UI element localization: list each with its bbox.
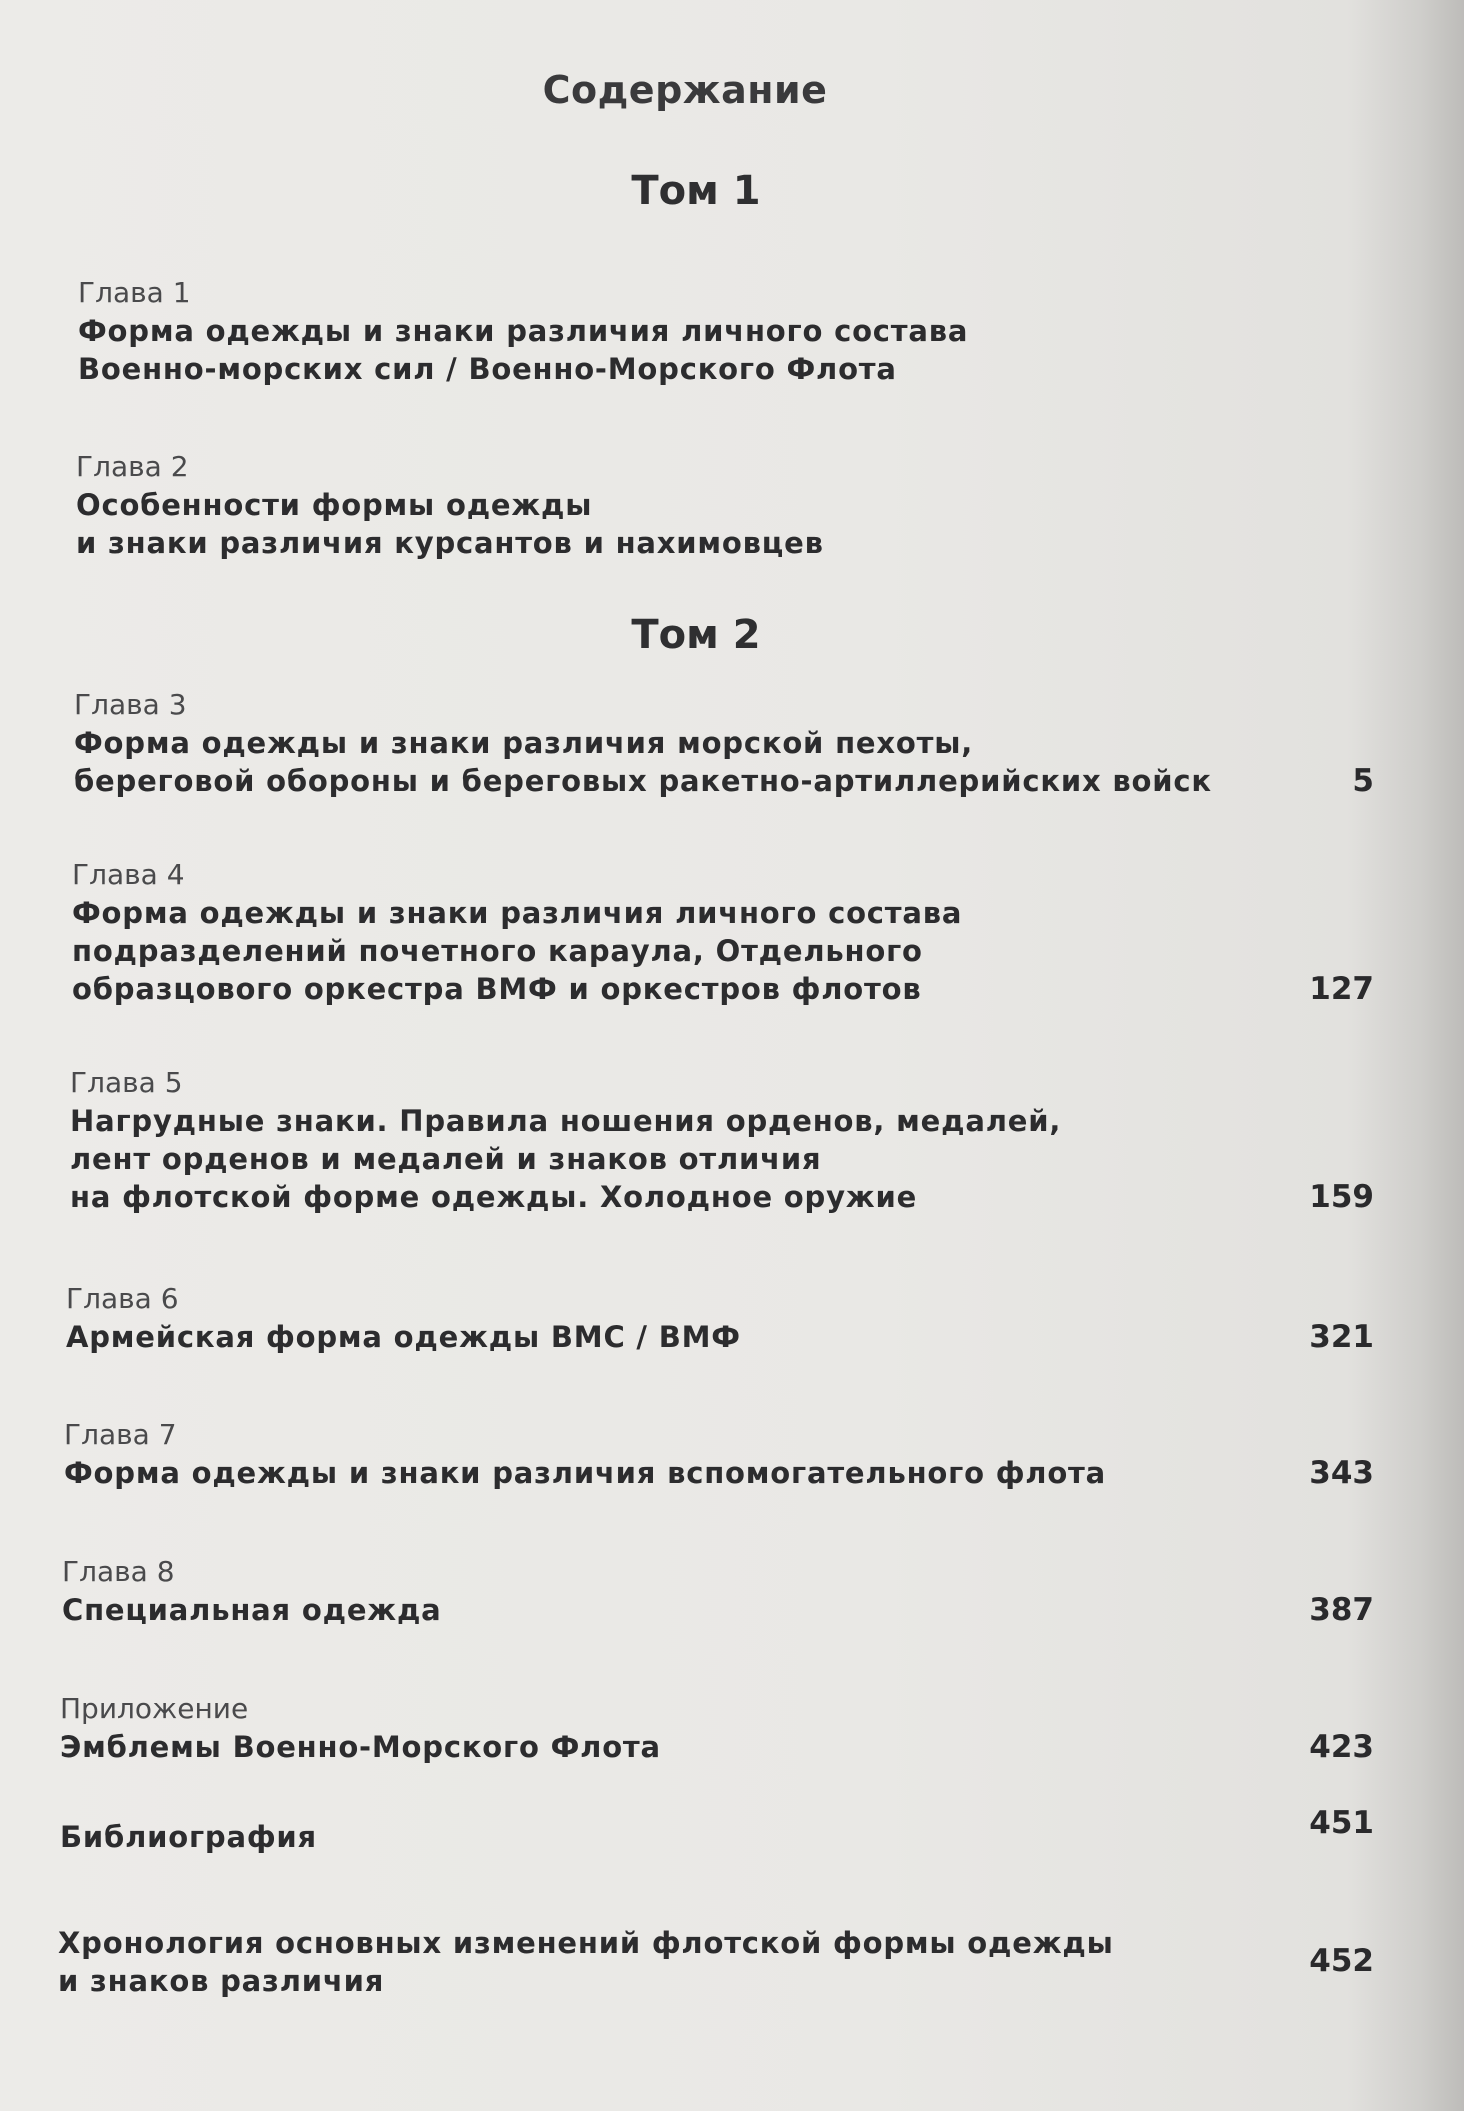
chapter-title-line: Форма одежды и знаки различия личного состава [72, 896, 963, 930]
volume-1-heading: Том 1 [631, 168, 761, 214]
chapter-label: Глава 5 [70, 1066, 183, 1099]
page-number: 159 [1309, 1179, 1374, 1215]
chapter-label: Глава 7 [64, 1418, 177, 1451]
toc-entry-chapter-1[interactable] [78, 274, 1374, 388]
page-number: 423 [1309, 1729, 1374, 1765]
toc-entry-chapter-5[interactable] [70, 1064, 1374, 1216]
appendix-title [60, 1728, 1374, 1766]
chapter-title-line: и знаки различия курсантов и нахимовцев [76, 526, 824, 560]
chapter-label: Глава 1 [78, 276, 191, 309]
page-number: 452 [1309, 1943, 1374, 1979]
chapter-title-line: Особенности формы одежды [76, 488, 593, 522]
chapter-title-line: на флотской форме одежды. Холодное оружие [70, 1180, 918, 1214]
toc-entry-chronology[interactable] [58, 1924, 1374, 2000]
chapter-title [78, 312, 1374, 388]
bibliography-title [60, 1805, 1374, 1856]
chapter-label: Глава 2 [76, 450, 189, 483]
chronology-title [58, 1924, 1374, 2000]
chapter-title [70, 1102, 1374, 1216]
chapter-title [76, 486, 1374, 562]
chapter-label: Глава 8 [62, 1555, 175, 1588]
page-number: 343 [1309, 1455, 1374, 1491]
chapter-label: Глава 3 [74, 688, 187, 721]
chapter-title-line: Форма одежды и знаки различия морской пехоты, [74, 726, 974, 760]
chapter-title [74, 724, 1374, 800]
chapter-title-line: лент орденов и медалей и знаков отличия [70, 1142, 822, 1176]
chapter-title-line: Нагрудные знаки. Правила ношения орденов, медалей, [70, 1104, 1062, 1138]
toc-entry-chapter-3[interactable] [74, 686, 1374, 800]
chapter-title-line: Форма одежды и знаки различия вспомогательного флота [64, 1456, 1107, 1490]
chapter-title-line: береговой обороны и береговых ракетно-артиллерийских войск [74, 764, 1212, 798]
page-number: 127 [1309, 971, 1374, 1007]
toc-entry-chapter-8[interactable] [62, 1553, 1374, 1629]
page-number: 5 [1352, 763, 1374, 799]
page-title: Содержание [542, 68, 828, 112]
chapter-title [64, 1454, 1374, 1492]
chapter-title-line: Хронология основных изменений флотской формы одежды [58, 1926, 1114, 1960]
chapter-title-line: Форма одежды и знаки различия личного состава [78, 314, 969, 348]
toc-entry-appendix[interactable] [60, 1690, 1374, 1766]
chapter-title-line: Эмблемы Военно-Морского Флота [60, 1730, 661, 1764]
page-number: 451 [1309, 1805, 1374, 1841]
chapter-label: Глава 6 [66, 1282, 179, 1315]
page-number: 321 [1309, 1319, 1374, 1355]
toc-entry-bibliography[interactable] [60, 1805, 1374, 1856]
page-number: 387 [1309, 1592, 1374, 1628]
toc-entry-chapter-4[interactable] [72, 856, 1374, 1008]
chapter-title-line: Специальная одежда [62, 1593, 442, 1627]
toc-entry-chapter-7[interactable] [64, 1416, 1374, 1492]
chapter-title-line: Военно-морских сил / Военно-Морского Флота [78, 352, 897, 386]
chapter-title-line: Армейская форма одежды ВМС / ВМФ [66, 1320, 741, 1354]
chapter-title-line: подразделений почетного караула, Отдельного [72, 934, 923, 968]
chapter-title-line: и знаков различия [58, 1964, 385, 1998]
chapter-title-line: образцового оркестра ВМФ и оркестров флотов [72, 972, 922, 1006]
chapter-title [72, 894, 1374, 1008]
chapter-title-line: Библиография [60, 1820, 317, 1854]
chapter-label: Глава 4 [72, 858, 185, 891]
chapter-title [62, 1591, 1374, 1629]
toc-entry-chapter-2[interactable] [76, 448, 1374, 562]
volume-2-heading: Том 2 [631, 612, 761, 658]
chapter-title [66, 1318, 1374, 1356]
appendix-label: Приложение [60, 1692, 249, 1725]
toc-entry-chapter-6[interactable] [66, 1280, 1374, 1356]
